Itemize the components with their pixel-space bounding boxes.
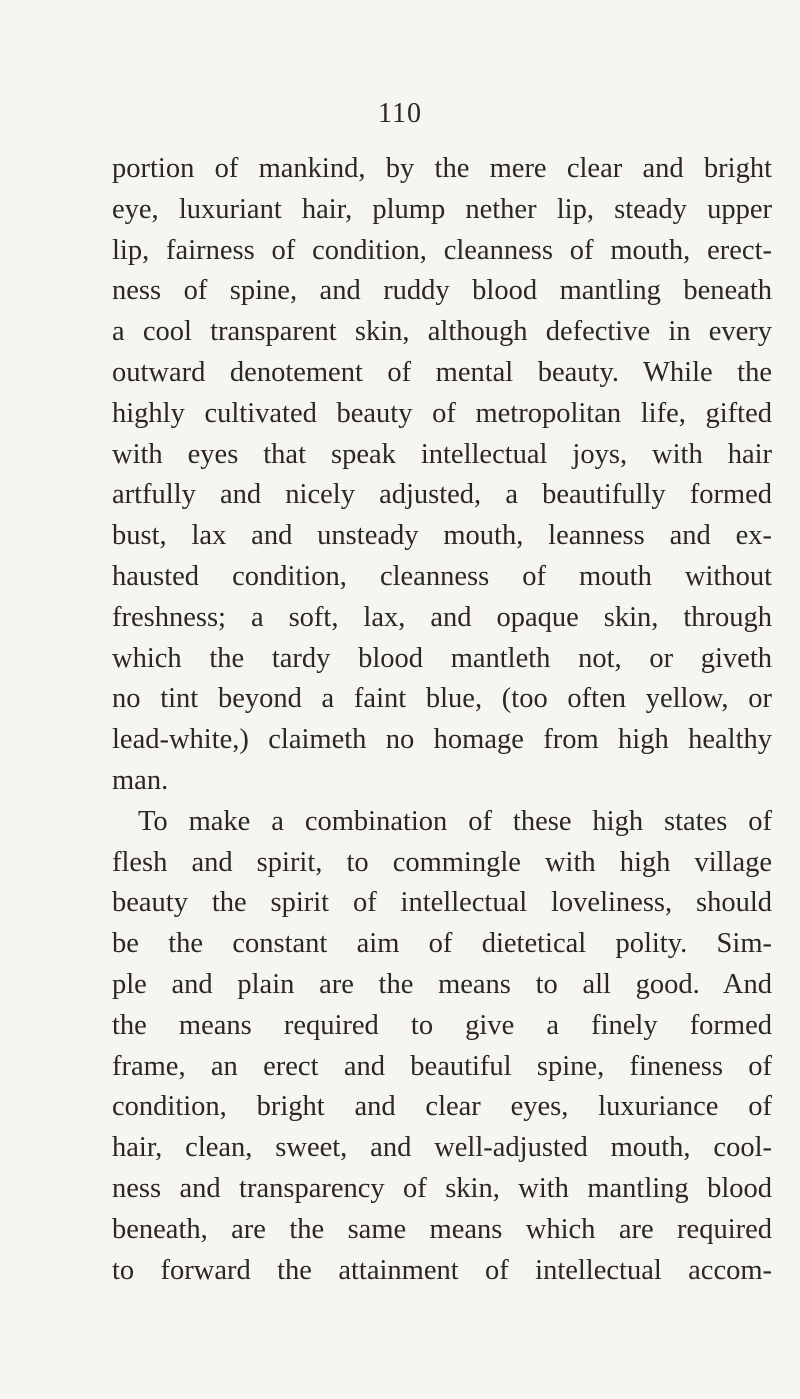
text-line: bust, lax and unsteady mouth, leanness and ex- [112, 520, 772, 552]
text-line: with eyes that speak intellectual joys, with hair [112, 438, 772, 470]
text-line: which the tardy blood mantleth not, or giveth [112, 642, 772, 674]
paragraph-start-line: To make a combination of these high states of [138, 805, 772, 837]
text-line: lip, fairness of condition, cleanness of mouth, erect- [112, 234, 772, 266]
text-line: condition, bright and clear eyes, luxuriance of [112, 1091, 772, 1123]
page-number: 110 [378, 98, 422, 129]
text-line: no tint beyond a faint blue, (too often yellow, or [112, 683, 772, 715]
text-line: to forward the attainment of intellectual accom- [112, 1254, 772, 1286]
text-line: outward denotement of mental beauty. While the [112, 356, 772, 388]
text-line: hausted condition, cleanness of mouth without [112, 560, 772, 592]
text-line: ness of spine, and ruddy blood mantling beneath [112, 275, 772, 307]
text-line: freshness; a soft, lax, and opaque skin, through [112, 601, 772, 633]
text-line: beauty the spirit of intellectual loveliness, should [112, 887, 772, 919]
text-line: ness and transparency of skin, with mantling blood [112, 1172, 772, 1204]
text-line: man. [112, 764, 169, 796]
text-line: be the constant aim of dietetical polity. Sim- [112, 928, 772, 960]
text-line: hair, clean, sweet, and well-adjusted mouth, cool- [112, 1132, 772, 1164]
text-line: ple and plain are the means to all good. And [112, 968, 772, 1000]
text-line: highly cultivated beauty of metropolitan life, gifted [112, 397, 772, 429]
text-line: lead-white,) claimeth no homage from high healthy [112, 724, 772, 756]
text-line: eye, luxuriant hair, plump nether lip, steady upper [112, 193, 772, 225]
text-line: flesh and spirit, to commingle with high village [112, 846, 772, 878]
text-line: artfully and nicely adjusted, a beautifully formed [112, 479, 772, 511]
text-line: frame, an erect and beautiful spine, fineness of [112, 1050, 772, 1082]
text-line: beneath, are the same means which are required [112, 1213, 772, 1245]
body-text [112, 149, 772, 1291]
text-line: the means required to give a finely formed [112, 1009, 772, 1041]
text-line: a cool transparent skin, although defective in every [112, 316, 772, 348]
text-line: portion of mankind, by the mere clear and bright [112, 153, 772, 184]
